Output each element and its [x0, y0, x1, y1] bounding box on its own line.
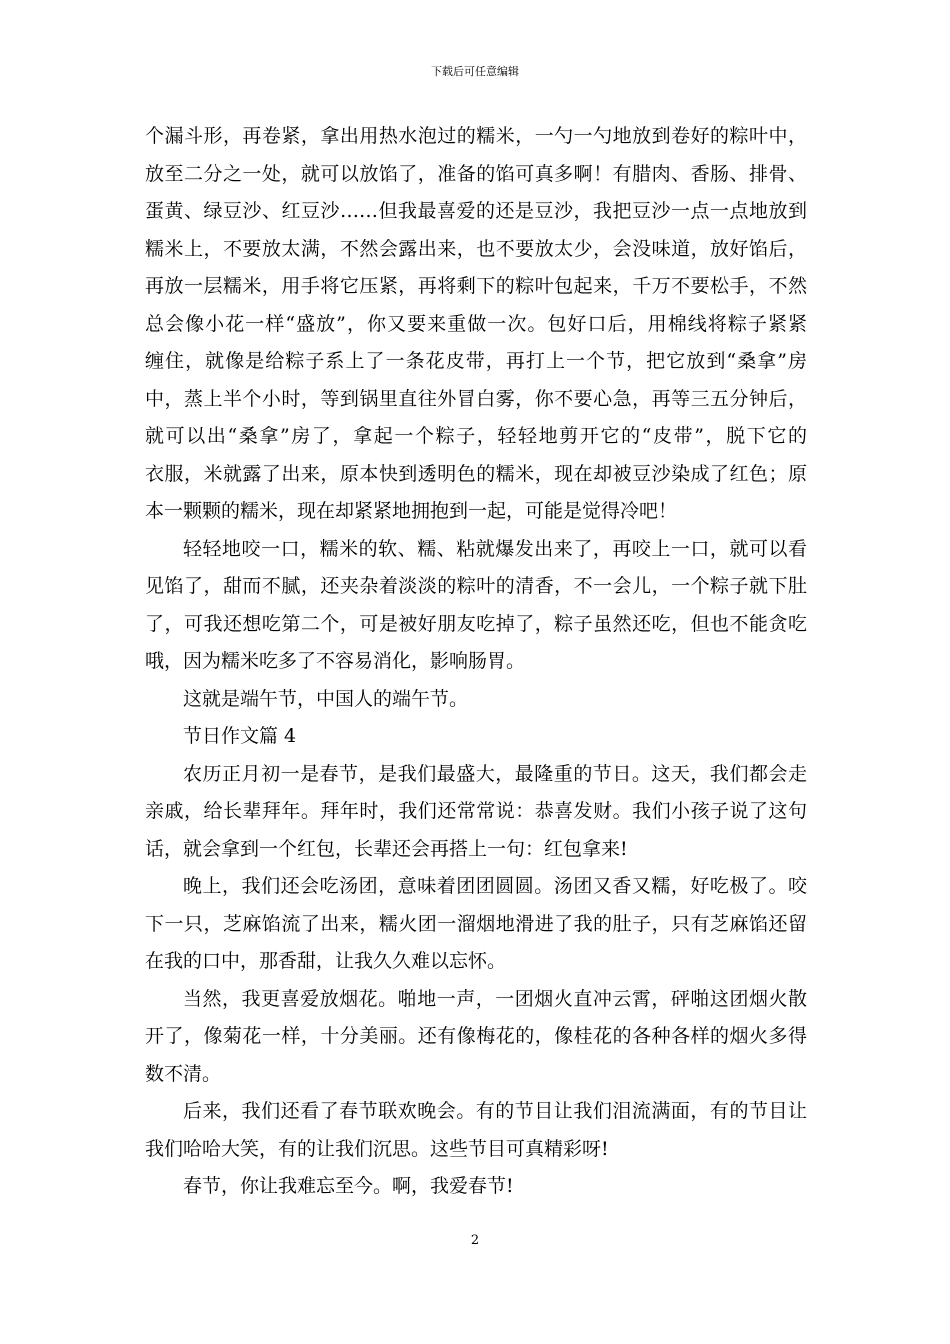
text-line: 衣服，米就露了出来，原本快到透明色的糯米，现在却被豆沙染成了红色；原 [145, 462, 807, 485]
document-body [145, 118, 807, 1206]
text-line: 亲戚，给长辈拜年。拜年时，我们还常常说：恭喜发财。我们小孩子说了这句 [145, 800, 807, 822]
text-line: 放至二分之一处，就可以放馅了，准备的馅可真多啊！有腊肉、香肠、排骨、 [145, 162, 807, 185]
text-line: 个漏斗形，再卷紧，拿出用热水泡过的糯米，一勺一勺地放到卷好的粽叶中， [145, 125, 807, 147]
text-line: 哦，因为糯米吃多了不容易消化，影响肠胃。 [145, 650, 526, 672]
text-line: 见馅了，甜而不腻，还夹杂着淡淡的粽叶的清香，不一会儿，一个粽子就下肚 [145, 575, 807, 597]
text-line: 下一只，芝麻馅流了出来，糯火团一溜烟地滑进了我的肚子，只有芝麻馅还留 [145, 912, 807, 935]
text-line: 当然，我更喜爱放烟花。啪地一声，一团烟火直冲云霄，砰啪这团烟火散 [183, 987, 807, 1010]
text-line: 中，蒸上半个小时，等到锅里直往外冒白雾，你不要心急，再等三五分钟后， [145, 387, 807, 410]
text-line: 本一颗颗的糯米，现在却紧紧地拥抱到一起，可能是觉得冷吧！ [145, 500, 678, 522]
text-line: 后来，我们还看了春节联欢晚会。有的节目让我们泪流满面，有的节目让 [183, 1100, 807, 1122]
page-number: 2 [470, 1233, 480, 1248]
text-line: 再放一层糯米，用手将它压紧，再将剩下的粽叶包起来，千万不要松手，不然 [145, 275, 807, 297]
text-line: 轻轻地咬一口，糯米的软、糯、粘就爆发出来了，再咬上一口，就可以看 [183, 537, 807, 560]
text-line: 我们哈哈大笑，有的让我们沉思。这些节目可真精彩呀! [145, 1137, 609, 1160]
text-line: 糯米上，不要放太满，不然会露出来，也不要放太少，会没味道，放好馅后， [145, 237, 807, 260]
text-line: 缠住，就像是给粽子系上了一条花皮带，再打上一个节，把它放到“桑拿”房 [145, 350, 807, 372]
text-line: 节日作文篇 4 [183, 725, 297, 747]
text-line: 了，可我还想吃第二个，可是被好朋友吃掉了，粽子虽然还吃，但也不能贪吃 [145, 612, 807, 635]
text-line: 数不清。 [145, 1062, 222, 1085]
text-line: 春节，你让我难忘至今。啊，我爱春节! [183, 1175, 514, 1197]
text-line: 话，就会拿到一个红包，长辈还会再搭上一句：红包拿来! [145, 837, 628, 860]
page-header: 下载后可任意编辑 [431, 65, 519, 78]
text-line: 蛋黄、绿豆沙、红豆沙……但我最喜爱的还是豆沙，我把豆沙一点一点地放到 [145, 200, 807, 222]
text-line: 这就是端午节，中国人的端午节。 [183, 687, 469, 710]
text-line: 晚上，我们还会吃汤团，意味着团团圆圆。汤团又香又糯，好吃极了。咬 [183, 875, 807, 897]
text-line: 开了，像菊花一样，十分美丽。还有像梅花的，像桂花的各种各样的烟火多得 [145, 1025, 807, 1047]
text-line: 在我的口中，那香甜，让我久久难以忘怀。 [145, 950, 507, 972]
text-line: 农历正月初一是春节，是我们最盛大，最隆重的节日。这天，我们都会走 [183, 762, 807, 785]
text-line: 就可以出“桑拿”房了，拿起一个粽子，轻轻地剪开它的“皮带”，脱下它的 [145, 425, 807, 447]
text-line: 总会像小花一样“盛放”，你又要来重做一次。包好口后，用棉线将粽子紧紧 [145, 312, 807, 335]
